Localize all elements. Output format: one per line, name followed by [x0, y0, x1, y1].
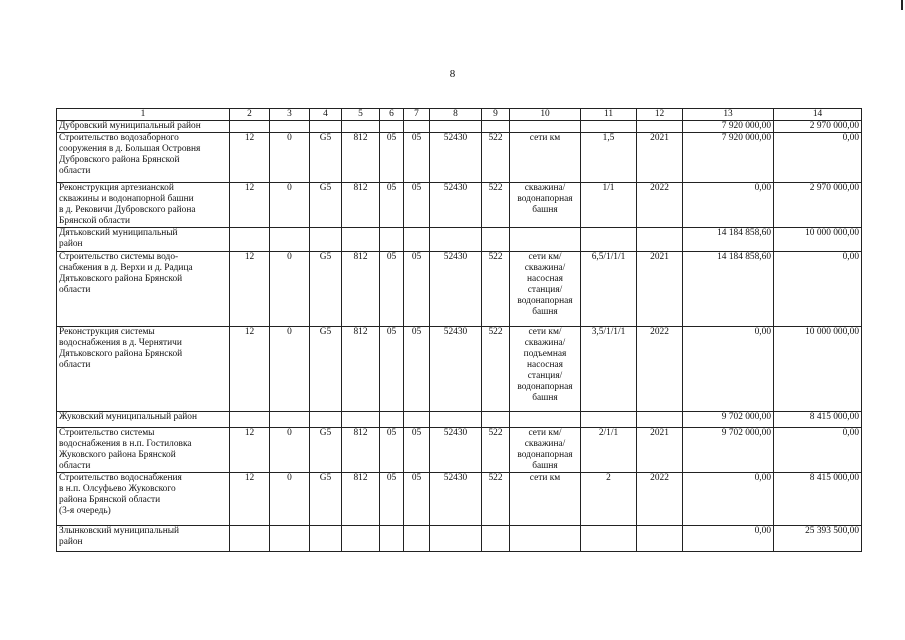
- project-cell-c5: 812: [342, 473, 380, 526]
- project-cell-c4: G5: [310, 428, 342, 473]
- project-cell-c10: сети км/ скважина/ водонапорная башня: [510, 428, 581, 473]
- empty-cell: [230, 412, 270, 428]
- project-cell-c5: 812: [342, 183, 380, 228]
- district-total-c13: 7 920 000,00: [683, 121, 774, 133]
- project-cell-c9: 522: [482, 183, 510, 228]
- project-cell-c10: сети км/ скважина/ насосная станция/ водонапорная башня: [510, 252, 581, 327]
- empty-cell: [310, 412, 342, 428]
- project-cell-c9: 522: [482, 252, 510, 327]
- empty-cell: [581, 412, 637, 428]
- project-cell-c9: 522: [482, 428, 510, 473]
- project-cell-c7: 05: [404, 473, 430, 526]
- project-cell-c13: 0,00: [683, 183, 774, 228]
- empty-cell: [510, 412, 581, 428]
- project-cell-c6: 05: [380, 473, 404, 526]
- column-number-6: 6: [380, 109, 404, 121]
- district-total-c14: 2 970 000,00: [774, 121, 862, 133]
- project-name: Реконструкция артезианской скважины и водонапорной башни в д. Рековичи Дубровского района Брянской области: [57, 183, 230, 228]
- page-number: 8: [449, 68, 456, 80]
- empty-cell: [430, 228, 482, 252]
- column-number-7: 7: [404, 109, 430, 121]
- project-cell-c11: 2: [581, 473, 637, 526]
- project-cell-c9: 522: [482, 133, 510, 183]
- empty-cell: [482, 526, 510, 552]
- empty-cell: [230, 121, 270, 133]
- project-cell-c3: 0: [270, 133, 310, 183]
- column-number-2: 2: [230, 109, 270, 121]
- empty-cell: [380, 228, 404, 252]
- project-cell-c12: 2021: [637, 428, 683, 473]
- empty-cell: [270, 526, 310, 552]
- project-cell-c10: сети км: [510, 133, 581, 183]
- project-cell-c7: 05: [404, 252, 430, 327]
- project-cell-c5: 812: [342, 428, 380, 473]
- project-cell-c2: 12: [230, 183, 270, 228]
- district-name: Злынковский муниципальный район: [57, 526, 230, 552]
- district-total-c14: 10 000 000,00: [774, 228, 862, 252]
- project-cell-c11: 6,5/1/1/1: [581, 252, 637, 327]
- column-number-9: 9: [482, 109, 510, 121]
- project-row: [57, 428, 862, 473]
- district-name: Жуковский муниципальный район: [57, 412, 230, 428]
- column-number-1: 1: [57, 109, 230, 121]
- project-cell-c2: 12: [230, 327, 270, 412]
- district-total-c13: 0,00: [683, 526, 774, 552]
- empty-cell: [637, 412, 683, 428]
- column-number-10: 10: [510, 109, 581, 121]
- empty-cell: [430, 121, 482, 133]
- empty-cell: [230, 526, 270, 552]
- project-cell-c14: 0,00: [774, 133, 862, 183]
- project-cell-c2: 12: [230, 428, 270, 473]
- empty-cell: [230, 228, 270, 252]
- project-cell-c14: 10 000 000,00: [774, 327, 862, 412]
- project-cell-c8: 52430: [430, 327, 482, 412]
- column-number-4: 4: [310, 109, 342, 121]
- empty-cell: [637, 228, 683, 252]
- project-row: [57, 327, 862, 412]
- project-cell-c8: 52430: [430, 428, 482, 473]
- project-cell-c11: 1,5: [581, 133, 637, 183]
- empty-cell: [380, 526, 404, 552]
- district-total-c14: 8 415 000,00: [774, 412, 862, 428]
- column-number-row: [57, 109, 862, 121]
- project-row: [57, 473, 862, 526]
- project-cell-c4: G5: [310, 327, 342, 412]
- empty-cell: [310, 121, 342, 133]
- project-cell-c5: 812: [342, 252, 380, 327]
- project-cell-c3: 0: [270, 183, 310, 228]
- district-row: [57, 121, 862, 133]
- project-cell-c11: 2/1/1: [581, 428, 637, 473]
- district-name: Дубровский муниципальный район: [57, 121, 230, 133]
- district-row: [57, 412, 862, 428]
- empty-cell: [581, 121, 637, 133]
- column-number-13: 13: [683, 109, 774, 121]
- empty-cell: [581, 228, 637, 252]
- empty-cell: [404, 121, 430, 133]
- empty-cell: [482, 412, 510, 428]
- project-cell-c2: 12: [230, 133, 270, 183]
- project-cell-c7: 05: [404, 183, 430, 228]
- project-cell-c12: 2022: [637, 473, 683, 526]
- project-cell-c3: 0: [270, 327, 310, 412]
- project-cell-c11: 1/1: [581, 183, 637, 228]
- empty-cell: [310, 228, 342, 252]
- empty-cell: [430, 526, 482, 552]
- project-cell-c8: 52430: [430, 133, 482, 183]
- project-name: Реконструкция системы водоснабжения в д. Чернятичи Дятьковского района Брянской области: [57, 327, 230, 412]
- project-cell-c7: 05: [404, 327, 430, 412]
- project-cell-c6: 05: [380, 428, 404, 473]
- project-cell-c6: 05: [380, 183, 404, 228]
- project-cell-c13: 0,00: [683, 327, 774, 412]
- empty-cell: [380, 412, 404, 428]
- empty-cell: [482, 228, 510, 252]
- project-cell-c4: G5: [310, 473, 342, 526]
- district-total-c13: 14 184 858,60: [683, 228, 774, 252]
- project-cell-c7: 05: [404, 133, 430, 183]
- project-cell-c10: скважина/ водонапорная башня: [510, 183, 581, 228]
- empty-cell: [380, 121, 404, 133]
- project-cell-c2: 12: [230, 473, 270, 526]
- project-name: Строительство системы водо- снабжения в д. Верхи и д. Радица Дятьковского района Брянской области: [57, 252, 230, 327]
- column-number-12: 12: [637, 109, 683, 121]
- project-cell-c5: 812: [342, 133, 380, 183]
- program-table: [56, 108, 862, 552]
- project-cell-c10: сети км/ скважина/ подъемная насосная станция/ водонапорная башня: [510, 327, 581, 412]
- empty-cell: [581, 526, 637, 552]
- column-number-8: 8: [430, 109, 482, 121]
- project-cell-c6: 05: [380, 327, 404, 412]
- project-cell-c12: 2022: [637, 327, 683, 412]
- project-name: Строительство водозаборного сооружения в д. Большая Островня Дубровского района Брянской области: [57, 133, 230, 183]
- project-cell-c4: G5: [310, 183, 342, 228]
- empty-cell: [482, 121, 510, 133]
- project-cell-c9: 522: [482, 327, 510, 412]
- project-cell-c13: 9 702 000,00: [683, 428, 774, 473]
- empty-cell: [510, 526, 581, 552]
- project-cell-c6: 05: [380, 252, 404, 327]
- project-cell-c9: 522: [482, 473, 510, 526]
- empty-cell: [342, 526, 380, 552]
- empty-cell: [430, 412, 482, 428]
- empty-cell: [404, 526, 430, 552]
- project-row: [57, 183, 862, 228]
- empty-cell: [404, 412, 430, 428]
- project-cell-c10: сети км: [510, 473, 581, 526]
- project-cell-c8: 52430: [430, 183, 482, 228]
- empty-cell: [637, 526, 683, 552]
- project-cell-c6: 05: [380, 133, 404, 183]
- project-cell-c2: 12: [230, 252, 270, 327]
- project-cell-c14: 0,00: [774, 428, 862, 473]
- district-total-c14: 25 393 500,00: [774, 526, 862, 552]
- edge-mark: [901, 0, 903, 10]
- district-name: Дятьковский муниципальный район: [57, 228, 230, 252]
- project-cell-c8: 52430: [430, 252, 482, 327]
- project-cell-c3: 0: [270, 252, 310, 327]
- empty-cell: [270, 412, 310, 428]
- project-cell-c13: 7 920 000,00: [683, 133, 774, 183]
- empty-cell: [637, 121, 683, 133]
- project-cell-c12: 2021: [637, 252, 683, 327]
- column-number-5: 5: [342, 109, 380, 121]
- project-cell-c5: 812: [342, 327, 380, 412]
- project-cell-c13: 0,00: [683, 473, 774, 526]
- project-row: [57, 252, 862, 327]
- empty-cell: [342, 412, 380, 428]
- project-cell-c13: 14 184 858,60: [683, 252, 774, 327]
- project-cell-c12: 2021: [637, 133, 683, 183]
- project-name: Строительство системы водоснабжения в н.п. Гостиловка Жуковского района Брянской области: [57, 428, 230, 473]
- empty-cell: [342, 121, 380, 133]
- district-row: [57, 526, 862, 552]
- project-cell-c8: 52430: [430, 473, 482, 526]
- empty-cell: [510, 228, 581, 252]
- project-cell-c14: 0,00: [774, 252, 862, 327]
- project-cell-c14: 2 970 000,00: [774, 183, 862, 228]
- project-row: [57, 133, 862, 183]
- empty-cell: [270, 228, 310, 252]
- project-cell-c4: G5: [310, 133, 342, 183]
- project-cell-c12: 2022: [637, 183, 683, 228]
- column-number-3: 3: [270, 109, 310, 121]
- empty-cell: [310, 526, 342, 552]
- district-total-c13: 9 702 000,00: [683, 412, 774, 428]
- district-row: [57, 228, 862, 252]
- project-cell-c11: 3,5/1/1/1: [581, 327, 637, 412]
- empty-cell: [270, 121, 310, 133]
- project-cell-c14: 8 415 000,00: [774, 473, 862, 526]
- empty-cell: [404, 228, 430, 252]
- project-cell-c3: 0: [270, 473, 310, 526]
- project-cell-c3: 0: [270, 428, 310, 473]
- empty-cell: [510, 121, 581, 133]
- project-cell-c4: G5: [310, 252, 342, 327]
- project-cell-c7: 05: [404, 428, 430, 473]
- empty-cell: [342, 228, 380, 252]
- column-number-14: 14: [774, 109, 862, 121]
- project-name: Строительство водоснабжения в н.п. Олсуфьево Жуковского района Брянской области (3-я очередь): [57, 473, 230, 526]
- column-number-11: 11: [581, 109, 637, 121]
